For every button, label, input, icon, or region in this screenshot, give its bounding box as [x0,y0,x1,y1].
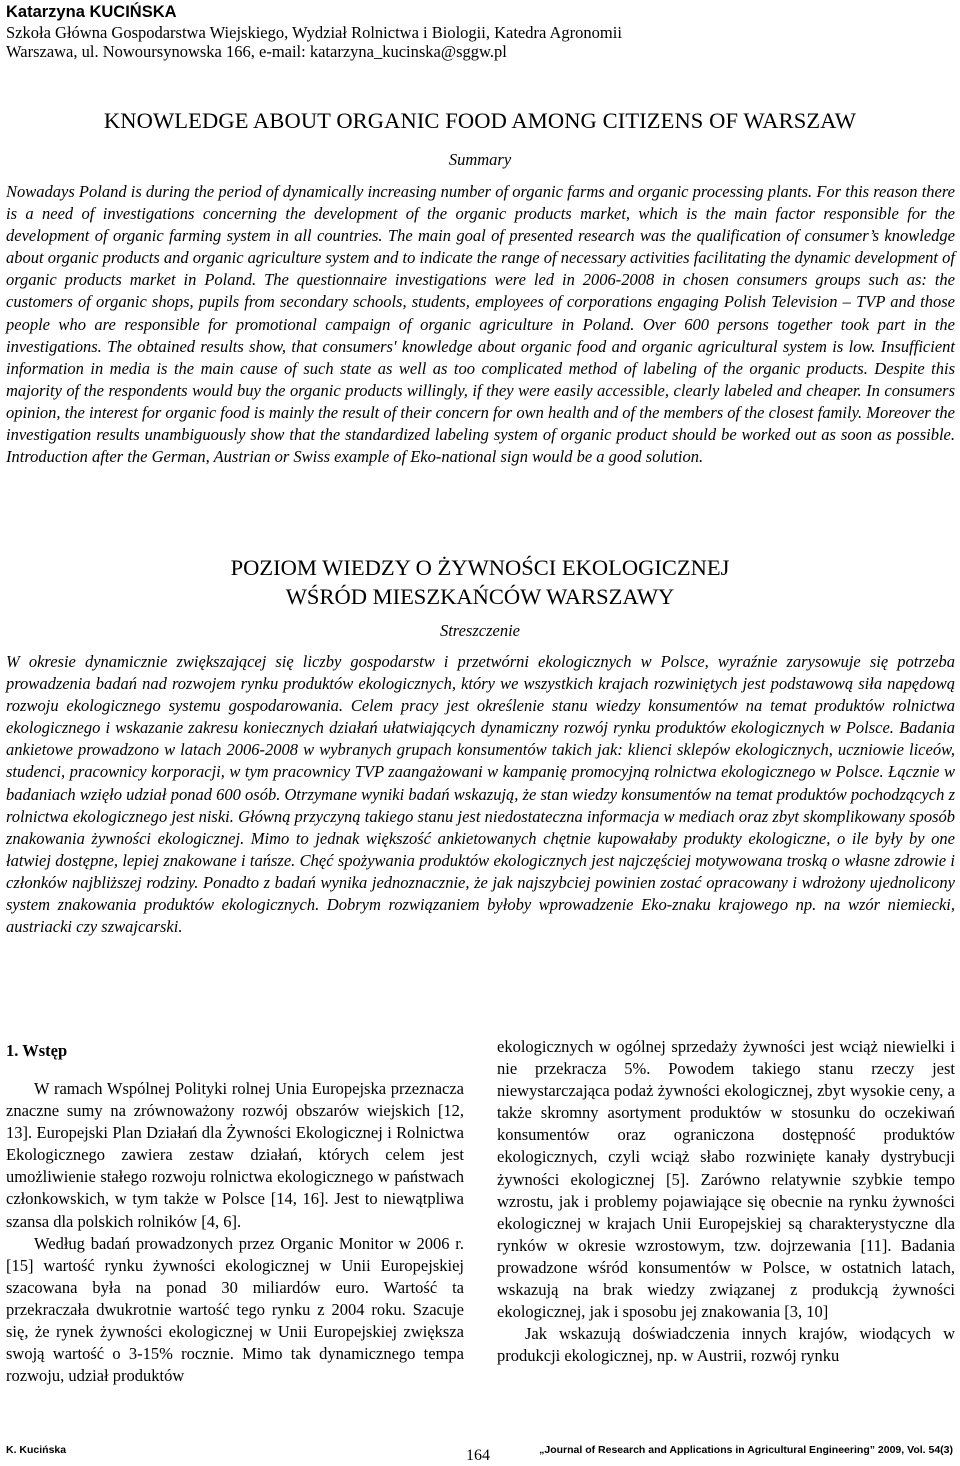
author-affiliation: Szkoła Główna Gospodarstwa Wiejskiego, Wydział Rolnictwa i Biologii, Katedra Agronomii [6,22,622,42]
footer-author: K. Kucińska [6,1444,67,1456]
polish-title [0,553,960,611]
author-block [6,3,946,62]
left-paragraph-2: Według badań prowadzonych przez Organic Monitor w 2006 r. [15] wartość rynku żywności ekologicznej w Unii Europejskiej szacowana była na ponad 30 miliardów euro. Wartość ta przekraczała dwukrotnie wartość tego rynku z 2004 roku. Szacuje się, że rynek żywności ekologicznej w Unii Europejskiej zwiększa swoją wartość o 3-15% rocznie. Mimo tak dynamicznego tempa rozwoju, udział produktów [6,1233,464,1386]
summary-heading: Summary [448,150,512,169]
section-heading: 1. Wstęp [6,1041,68,1060]
polish-title-line-2: WŚRÓD MIESZKAŃCÓW WARSZAWY [285,584,675,609]
author-address: Warszawa, ul. Nowoursynowska 166, e-mail: katarzyna_kucinska@sggw.pl [6,42,507,61]
right-paragraph-1: ekologicznych w ogólnej sprzedaży żywności jest wciąż niewielki i nie przekracza 5%. Powodem takiego stanu rzeczy jest niewystarczająca podaż żywności ekologicznej, zbyt wysokie ceny, a także skromny asortyment produktów w stosunku do oczekiwań konsumentów oraz ograniczona dostępność produktów ekologicznych, czyli wciąż słabo rozwinięte kanały dystrybucji żywności ekologicznej [5]. Zarówno relatywnie szybkie tempo wzrostu, jak i problemy pojawiające się obecnie na rynku żywności ekologicznej w krajach Unii Europejskiej są charakterystyczne dla rynków w okresie wzrostowym, tzw. dojrzewania [11]. Badania prowadzone wśród konsumentów w Polsce, w ostatnich latach, wskazują na brak wiedzy związanej z produkcją żywności ekologicznej, jak i sposobu jej znakowania [3, 10] [497,1037,955,1322]
english-title: KNOWLEDGE ABOUT ORGANIC FOOD AMONG CITIZENS OF WARSZAW [103,108,857,133]
english-abstract: Nowadays Poland is during the period of dynamically increasing number of organic farms and organic processing plants. For this reason there is a need of investigations concerning the development of the organic products market, which is the main factor responsible for the development of organic farming system in all countries. The main goal of presented research was the qualification of consumer’s knowledge about organic products and organic agriculture system and to indicate the range of necessary activities facilitating the dynamic development of organic products market in Poland. The questionnaire investigations were led in 2006-2008 in chosen consumers groups such as: the customers of organic shops, pupils from secondary schools, students, employees of corporations engaging Polish Television – TVP and those people who are responsible for promotional campaign of organic agriculture in Poland. Over 600 persons together took part in the investigations. The obtained results show, that consumers' knowledge about organic food and organic agricultural system is low. Insufficient information in media is the main cause of such state as well as too complicated method of labeling of the organic products. Despite this majority of the respondents would buy the organic products willingly, if they were easily accessible, clearly labeled and cheaper. In consumers opinion, the interest for organic food is mainly the result of their concern for own health and of the members of the closest family. Moreover the investigation results unambiguously show that the standardized labeling system of organic product should be worked out as soon as possible. Introduction after the German, Austrian or Swiss example of Eko-national sign would be a good solution. [6,182,955,467]
left-paragraph-1: W ramach Wspólnej Polityki rolnej Unia Europejska przeznacza znaczne sumy na zrównoważony rozwój obszarów wiejskich [12, 13]. Europejski Plan Działań dla Żywności Ekologicznej i Rolnictwa Ekologicznego zawiera zestaw działań, których celem jest umożliwienie stałego rozwoju rolnictwa ekologicznego w państwach członkowskich, w tym także w Polsce [14, 16]. Jest to niewątpliwa szansa dla polskich rolników [4, 6]. [6,1079,464,1231]
polish-title-line-1: POZIOM WIEDZY O ŻYWNOŚCI EKOLOGICZNEJ [230,555,730,580]
right-column [497,1036,955,1367]
footer-journal: „Journal of Research and Applications in Agricultural Engineering” 2009, Vol. 54(3) [539,1444,953,1456]
streszczenie-heading: Streszczenie [439,621,521,640]
polish-abstract: W okresie dynamicznie zwiększającej się liczby gospodarstw i przetwórni ekologicznych w Polsce, wyraźnie zarysowuje się potrzeba prowadzenia badań nad rozwojem rynku produktów ekologicznych, który we wszystkich krajach rozwiniętych jest podstawową siła napędową rozwoju ekologicznego systemu gospodarowania. Celem pracy jest określenie stanu wiedzy konsumentów na temat produktów rolnictwa ekologicznego i wskazanie zakresu koniecznych działań ułatwiających dynamiczny rozwój rynku produktów ekologicznych w Polsce. Badania ankietowe prowadzono w latach 2006-2008 w wybranych grupach konsumentów takich jak: klienci sklepów ekologicznych, uczniowie liceów, studenci, pracownicy korporacji, w tym pracownicy TVP zaangażowani w kampanię promocyjną rolnictwa ekologicznego w Polsce. Łącznie w badaniach wzięło udział ponad 600 osób. Otrzymane wyniki badań wskazują, że stan wiedzy konsumentów na temat produktów pochodzących z rolnictwa ekologicznego jest niski. Główną przyczyną takiego stanu jest niedostateczna informacja w mediach oraz zbyt skomplikowany sposób znakowania żywności ekologicznej. Mimo to jednak większość ankietowanych chętnie kupowałaby produkty ekologiczne, o ile były by one łatwiej dostępne, lepiej znakowane i tańsze. Chęć spożywania produktów ekologicznych jest najczęściej motywowana troską o własne zdrowie i członków najbliższej rodziny. Ponadto z badań wynika jednoznacznie, że jak najszybciej powinien zostać opracowany i wdrożony ujednolicony system znakowania produktów ekologicznych. Dobrym rozwiązaniem byłoby wprowadzenie Eko-znaku krajowego np. na wzór niemiecki, austriacki czy szwajcarski. [6,652,955,937]
left-column [6,1078,464,1387]
right-paragraph-2: Jak wskazują doświadczenia innych krajów, wiodących w produkcji ekologicznej, np. w Austrii, rozwój rynku [497,1324,955,1366]
author-name: Katarzyna KUCIŃSKA [6,3,177,21]
page-number: 164 [466,1447,490,1464]
